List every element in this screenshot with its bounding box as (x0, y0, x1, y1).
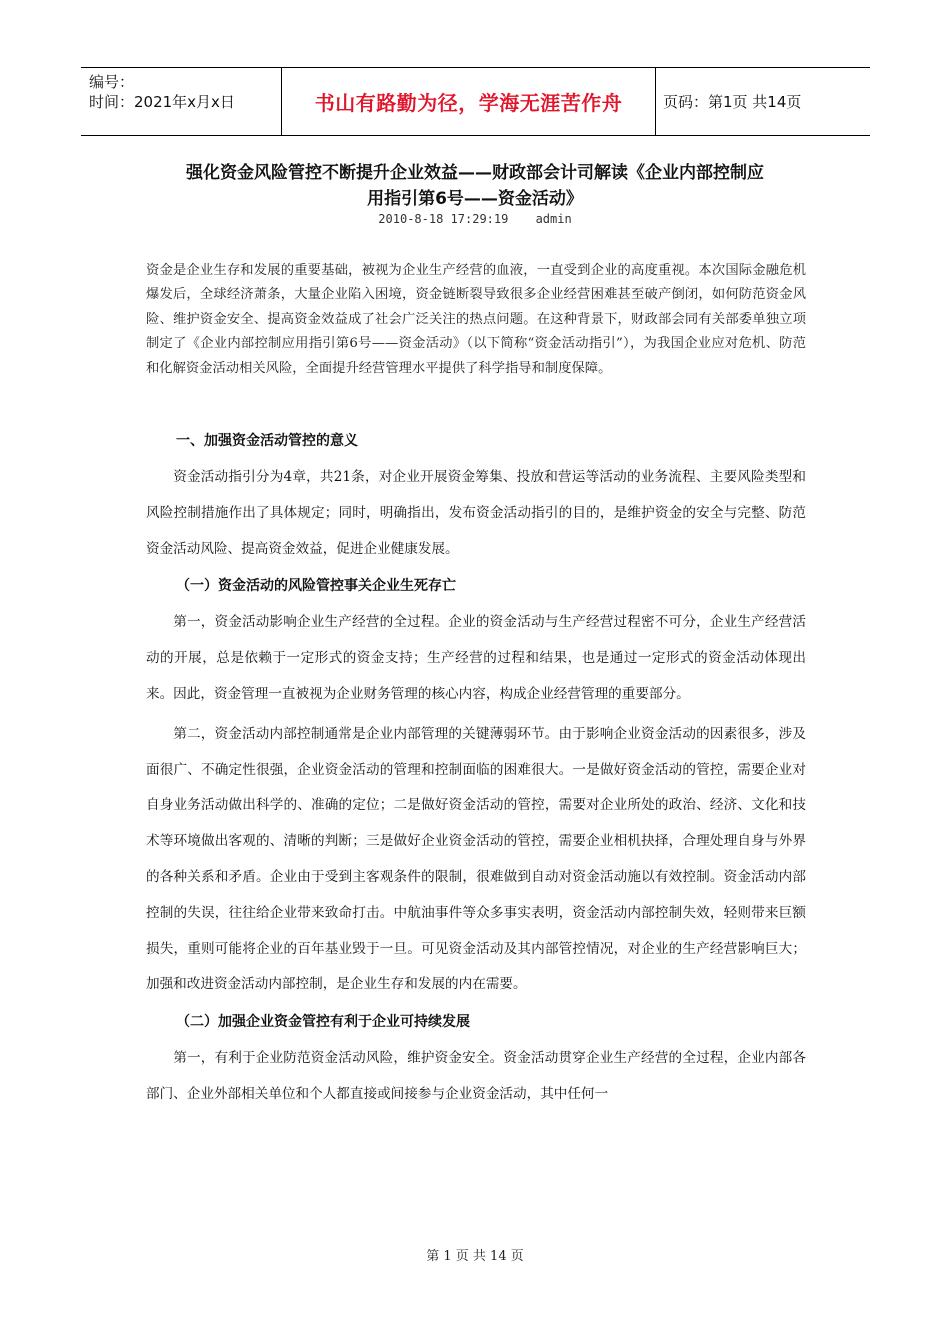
document-header (81, 67, 870, 136)
article-body (146, 426, 806, 1117)
article-meta (120, 212, 830, 226)
section1-heading: 一、加强资金活动管控的意义 (176, 433, 358, 449)
article-title-line1: 强化资金风险管控不断提升企业效益——财政部会计司解读《企业内部控制应 (186, 163, 764, 183)
article-intro: 资金是企业生存和发展的重要基础，被视为企业生产经营的血液，一直受到企业的高度重视。本次国际金融危机爆发后，全球经济萧条，大量企业陷入困境，资金链断裂导致很多企业经营困难甚至破产倒闭，如何防范资金风险、维护资金安全、提高资金效益成了社会广泛关注的热点问题。在这种背景下，财政部会同有关部委单独立项制定了《企业内部控制应用指引第6号——资金活动》（以下简称“资金活动指引”），为我国企业应对危机、防范和化解资金活动相关风险，全面提升经营管理水平提供了科学指导和制度保障。 (146, 263, 806, 376)
subsection1-heading: （一）资金活动的风险管控事关企业生死存亡 (176, 578, 456, 595)
document-number-label: 编号： (89, 73, 135, 91)
article-author: admin (535, 212, 572, 226)
subsection1-paragraph1: 第一，资金活动影响企业生产经营的全过程。企业的资金活动与生产经营过程密不可分，企业生产经营活动的开展，总是依赖于一定形式的资金支持；生产经营的过程和结果，也是通过一定形式的资金活动体现出来。因此，资金管理一直被视为企业财务管理的核心内容，构成企业经营管理的重要部分。 (146, 614, 806, 702)
header-page-info: 页码：第1页 共14页 (663, 93, 802, 111)
subsection2-heading: （二）加强企业资金管控有利于企业可持续发展 (176, 1014, 470, 1031)
article-title-line2: 用指引第6号——资金活动》 (367, 189, 583, 209)
subsection1-paragraph2: 第二，资金活动内部控制通常是企业内部管理的关键薄弱环节。由于影响企业资金活动的因素很多，涉及面很广、不确定性很强，企业资金活动的管理和控制面临的困难很大。一是做好资金活动的管控，需要企业对自身业务活动做出科学的、准确的定位；二是做好资金活动的管控，需要对企业所处的政治、经济、文化和技术等环境做出客观的、清晰的判断；三是做好企业资金活动的管控，需要企业相机抉择，合理处理自身与外界的各种关系和矛盾。企业由于受到主客观条件的限制，很难做到自动对资金活动施以有效控制。资金活动内部控制的失误，往往给企业带来致命打击。中航油事件等众多事实表明，资金活动内部控制失效，轻则带来巨额损失，重则可能将企业的百年基业毁于一旦。可见资金活动及其内部管控情况，对企业的生产经营影响巨大；加强和改进资金活动内部控制，是企业生存和发展的内在需要。 (146, 725, 806, 993)
document-date-label: 时间：2021年x月x日 (89, 93, 235, 111)
article-date: 2010-8-18 17:29:19 (378, 212, 509, 226)
section1-paragraph: 资金活动指引分为4章，共21条，对企业开展资金筹集、投放和营运等活动的业务流程、主要风险类型和风险控制措施作出了具体规定；同时，明确指出，发布资金活动指引的目的，是维护资金的安全与完整、防范资金活动风险、提高资金效益，促进企业健康发展。 (146, 469, 806, 557)
header-info-cell (81, 68, 282, 135)
article-title (120, 160, 830, 212)
header-motto: 书山有路勤为径，学海无涯苦作舟 (282, 68, 656, 135)
page-footer: 第 1 页 共 14 页 (426, 1249, 524, 1264)
subsection2-paragraph1: 第一，有利于企业防范资金活动风险，维护资金安全。资金活动贯穿企业生产经营的全过程，企业内部各部门、企业外部相关单位和个人都直接或间接参与企业资金活动，其中任何一 (146, 1050, 806, 1102)
